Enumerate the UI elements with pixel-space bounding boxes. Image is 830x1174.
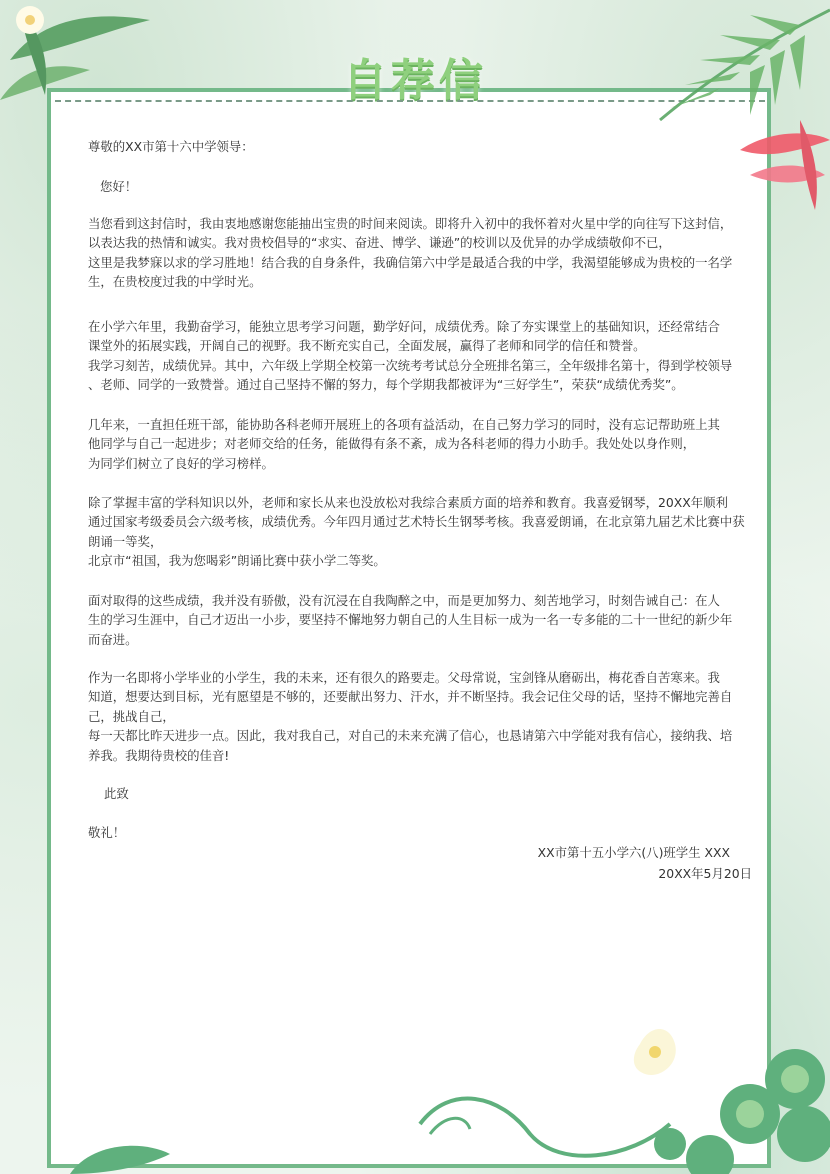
paragraph-2 [88, 317, 748, 395]
bottom-right-clover-decoration [410, 984, 830, 1174]
letter-regards: 敬礼！ [88, 825, 126, 840]
paragraph-line: 生的学习生涯中，自己才迈出一小步，要坚持不懈地努力朝自己的人生目标一成为一名一专多能的二十一世纪的新少年 [88, 612, 733, 628]
top-right-palm-decoration [600, 0, 830, 230]
paragraph-line: 在小学六年里，我勤奋学习，能独立思考学习问题，勤学好问，成绩优秀。除了夯实课堂上的基础知识，还经常结合 [88, 319, 720, 334]
letter-greeting: 尊敬的XX市第十六中学领导： [88, 139, 254, 154]
paragraph-6 [88, 668, 748, 765]
paragraph-line: 知道，想要达到目标，光有愿望是不够的，还要献出努力、汗水，并不断坚持。我会记住父母的话，坚持不懈地完善自 [88, 689, 733, 705]
paragraph-line: 北京市“祖国，我为您喝彩”朗诵比赛中获小学二等奖。 [88, 553, 386, 569]
paragraph-line: 除了掌握丰富的学科知识以外，老师和家长从来也没放松对我综合素质方面的培养和教育。我喜爱钢琴，20XX年顺利 [88, 495, 728, 510]
paragraph-line: 通过国家考级委员会六级考核，成绩优秀。今年四月通过艺术特长生钢琴考核。我喜爱朗诵，在北京第九届艺术比赛中获 [88, 514, 745, 530]
paragraph-line: 他同学与自己一起进步；对老师交给的任务，能做得有条不紊，成为各科老师的得力小助手。我处处以身作则， [88, 436, 696, 452]
paragraph-line: 作为一名即将小学毕业的小学生，我的未来，还有很久的路要走。父母常说，宝剑锋从磨砺出，梅花香自苦寒来。我 [88, 670, 720, 685]
paragraph-3 [88, 415, 748, 473]
paragraph-line: 养我。我期待贵校的佳音! [88, 747, 230, 763]
top-left-leaves-decoration [0, 0, 160, 140]
paragraph-line: 每一天都比昨天进步一点。因此，我对我自己，对自己的未来充满了信心，也恳请第六中学能对我有信心，接纳我、培 [88, 728, 733, 744]
paragraph-line: 生，在贵校度过我的中学时光。 [88, 274, 262, 290]
paragraph-line: 面对取得的这些成绩，我并没有骄傲，没有沉浸在自我陶醉之中，而是更加努力、刻苦地学习，时刻告诫自己：在人 [88, 593, 720, 608]
paragraph-5 [88, 591, 748, 649]
paragraph-line: 为同学们树立了良好的学习榜样。 [88, 455, 274, 471]
paragraph-line: 、老师、同学的一致赞誉。通过自己坚持不懈的努力，每个学期我都被评为“三好学生”，荣获“成绩优秀奖”。 [88, 377, 684, 393]
paragraph-line: 课堂外的拓展实践，开阔自己的视野。我不断充实自己，全面发展，赢得了老师和同学的信任和赞誉。 [88, 338, 646, 354]
paragraph-line: 这里是我梦寐以求的学习胜地！结合我的自身条件，我确信第六中学是最适合我的中学，我渴望能够成为贵校的一名学 [88, 254, 733, 270]
letter-hello: 您好！ [100, 179, 138, 194]
paragraph-line: 我学习刻苦，成绩优异。其中，六年级上学期全校第一次统考考试总分全班排名第三，全年级排名第十，得到学校领导 [88, 357, 733, 373]
paragraph-line: 而奋进。 [88, 631, 138, 647]
page-title: 自荐信 [343, 55, 487, 106]
letter-date: 20XX年5月20日 [658, 866, 752, 881]
letter-closing: 此致 [104, 786, 129, 801]
paragraph-line: 以表达我的热情和诚实。我对贵校倡导的“求实、奋进、博学、谦逊”的校训以及优异的办学成绩敬仰不已， [88, 235, 671, 251]
paragraph-line: 朗诵一等奖， [88, 533, 163, 549]
bottom-left-leaf-decoration [60, 1134, 170, 1174]
paragraph-line: 当您看到这封信时，我由衷地感谢您能抽出宝贵的时间来阅读。即将升入初中的我怀着对火星中学的向往写下这封信， [88, 216, 733, 231]
paragraph-4 [88, 493, 748, 571]
letter-signer: XX市第十五小学六(八)班学生 XXX [537, 845, 730, 860]
paragraph-line: 己，挑战自己， [88, 708, 175, 724]
paragraph-line: 几年来，一直担任班干部，能协助各科老师开展班上的各项有益活动，在自己努力学习的同时，没有忘记帮助班上其 [88, 417, 720, 432]
